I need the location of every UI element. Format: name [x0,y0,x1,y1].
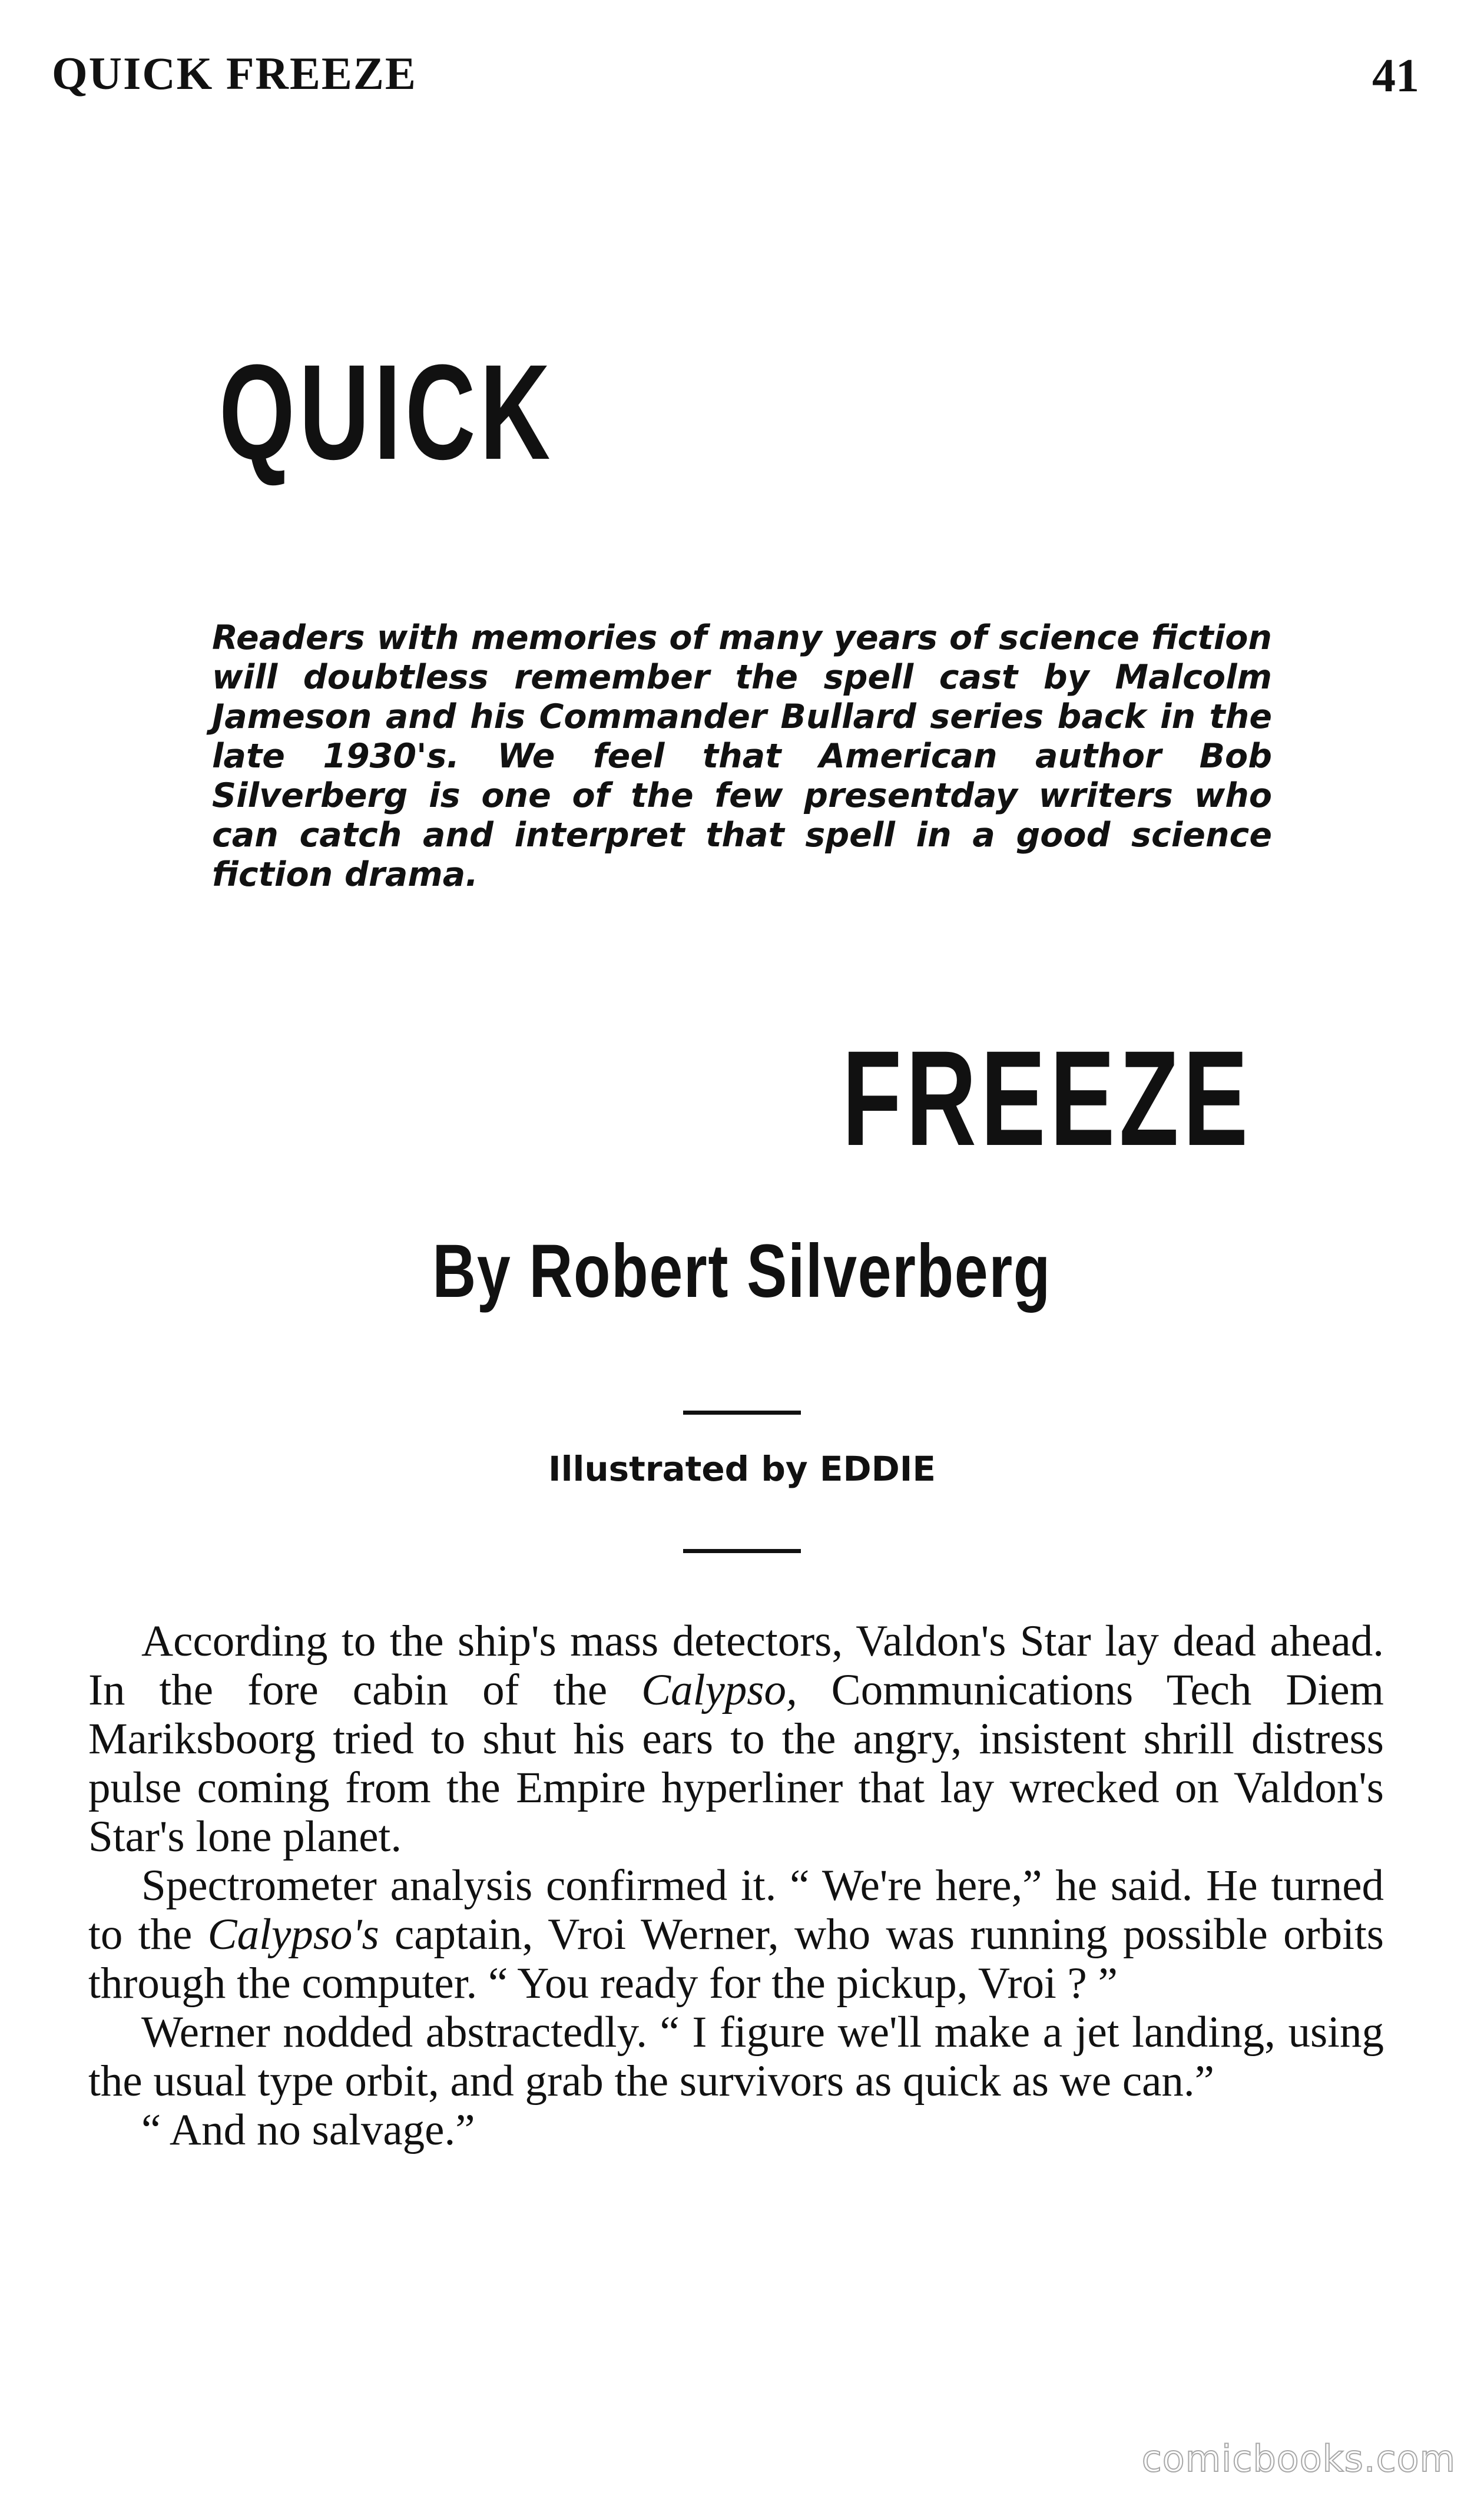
paragraph-2-text-a: Spectrometer analysis confirmed it. “ We're here,” he said. He turned to the [88,1861,1384,1959]
story-title-line-1: QUICK [219,336,555,488]
divider-rule-bottom [683,1549,801,1553]
paragraph-1 [88,1617,1384,1861]
divider-rule-top [683,1411,801,1415]
paragraph-3: Werner nodded abstractedly. “ I figure we'll make a jet landing, using the usual type orbit, and grab the survivors as quick as we can.” [88,2008,1384,2106]
paragraph-2-text-b: captain, Vroi Werner, who was running possible orbits through the computer. “ You ready for the pickup, Vroi ? ” [88,1910,1384,2008]
running-head: QUICK FREEZE [52,48,417,99]
paragraph-4: “ And no salvage.” [141,2106,475,2154]
editorial-blurb: Readers with memories of many years of science fiction will doubtless remember the spell cast by Malcolm Jameson and his Commander Bullard series back in the late 1930's. We feel that American author Bob Silverberg is one of the few presentday writers who can catch and interpret that spell in a good science fiction drama. [212,618,1272,894]
paragraph-2 [88,1861,1384,2008]
byline-text: By Robert Silverberg [432,1229,1052,1313]
story-title-line-2: FREEZE [842,1022,1253,1174]
ship-name-possessive-italic: Calypso's [207,1910,379,1959]
paragraph-1-text-b: Communications Tech Diem Mariksboorg tried to shut his ears to the angry, insistent shrill distress pulse coming from the Empire hyperliner that lay wrecked on Valdon's Star's lone planet. [88,1666,1384,1861]
story-body [88,1617,1384,2154]
illustrator-credit: Illustrated by EDDIE [548,1449,936,1489]
watermark-logo: comicbooks.com [1141,2437,1456,2480]
page-number: 41 [1372,50,1419,102]
ship-name-italic: Calypso, [641,1666,797,1714]
byline [0,1228,1484,1315]
paragraph-1-text-a: According to the ship's mass detectors, Valdon's Star lay dead ahead. In the fore cabin of the [88,1617,1384,1714]
